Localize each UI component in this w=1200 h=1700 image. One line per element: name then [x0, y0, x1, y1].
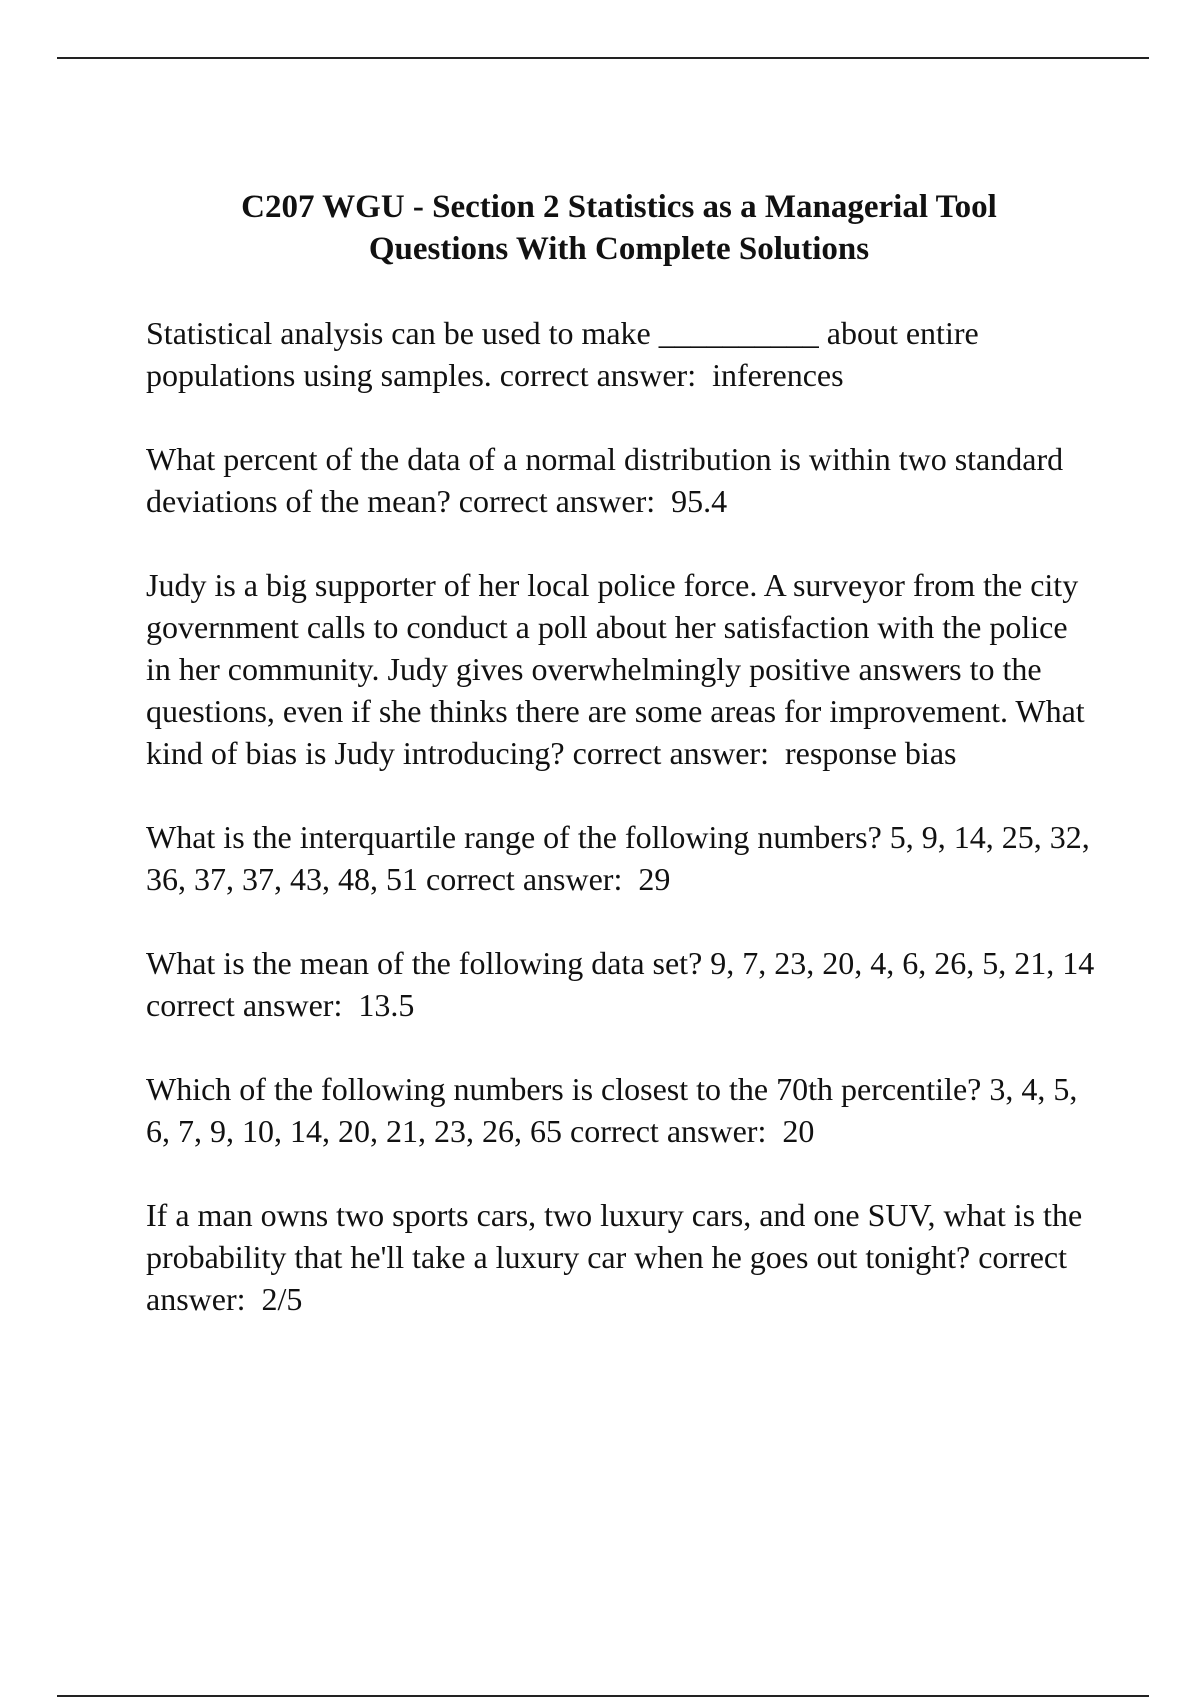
question-item: [146, 816, 1096, 900]
answer-label: correct answer:: [499, 357, 697, 393]
answer-text: response bias: [784, 735, 957, 771]
footer-rule: [57, 1695, 1149, 1697]
answer-text: 29: [638, 861, 671, 897]
question-text: What is the interquartile range of the following numbers? 5, 9, 14, 25, 32, 36, 37, 37, 43, 48, 51: [146, 819, 1090, 897]
answer-text: 13.5: [358, 987, 415, 1023]
question-item: [146, 438, 1096, 522]
question-text: Statistical analysis can be used to make __________ about entire populations using samples.: [146, 315, 979, 393]
header-rule: [57, 57, 1149, 59]
question-item: [146, 1194, 1096, 1320]
answer-label: correct answer:: [146, 1239, 1068, 1317]
answer-label: correct answer:: [458, 483, 656, 519]
question-item: [146, 942, 1096, 1026]
answer-text: 95.4: [671, 483, 728, 519]
question-text: Judy is a big supporter of her local police force. A surveyor from the city government calls to conduct a poll about her satisfaction with the police in her community. Judy gives overwhelmingly positive answers to the questions, even if she thinks there are some areas for improvement. What kind of bias is Judy introducing?: [146, 567, 1085, 771]
question-text: What percent of the data of a normal distribution is within two standard deviations of the mean?: [146, 441, 1064, 519]
answer-label: correct answer:: [426, 861, 623, 897]
question-text: What is the mean of the following data set? 9, 7, 23, 20, 4, 6, 26, 5, 21, 14: [146, 945, 1095, 981]
document-title: [0, 186, 1200, 270]
answer-text: 20: [782, 1113, 815, 1149]
question-item: [146, 564, 1096, 774]
question-text: If a man owns two sports cars, two luxury cars, and one SUV, what is the probability that he'll take a luxury car when he goes out tonight?: [146, 1197, 1083, 1275]
answer-label: correct answer:: [570, 1113, 767, 1149]
question-item: [146, 312, 1096, 396]
answer-label: correct answer:: [572, 735, 769, 771]
answer-label: correct answer:: [146, 987, 343, 1023]
question-text: Which of the following numbers is closest to the 70th percentile? 3, 4, 5, 6, 7, 9, 10, 14, 20, 21, 23, 26, 65: [146, 1071, 1078, 1149]
answer-text: 2/5: [261, 1281, 303, 1317]
question-list: [146, 312, 1096, 1362]
title-line-1: C207 WGU - Section 2 Statistics as a Managerial Tool: [241, 189, 997, 225]
question-item: [146, 1068, 1096, 1152]
title-line-2: Questions With Complete Solutions: [368, 231, 870, 267]
answer-text: inferences: [712, 357, 844, 393]
